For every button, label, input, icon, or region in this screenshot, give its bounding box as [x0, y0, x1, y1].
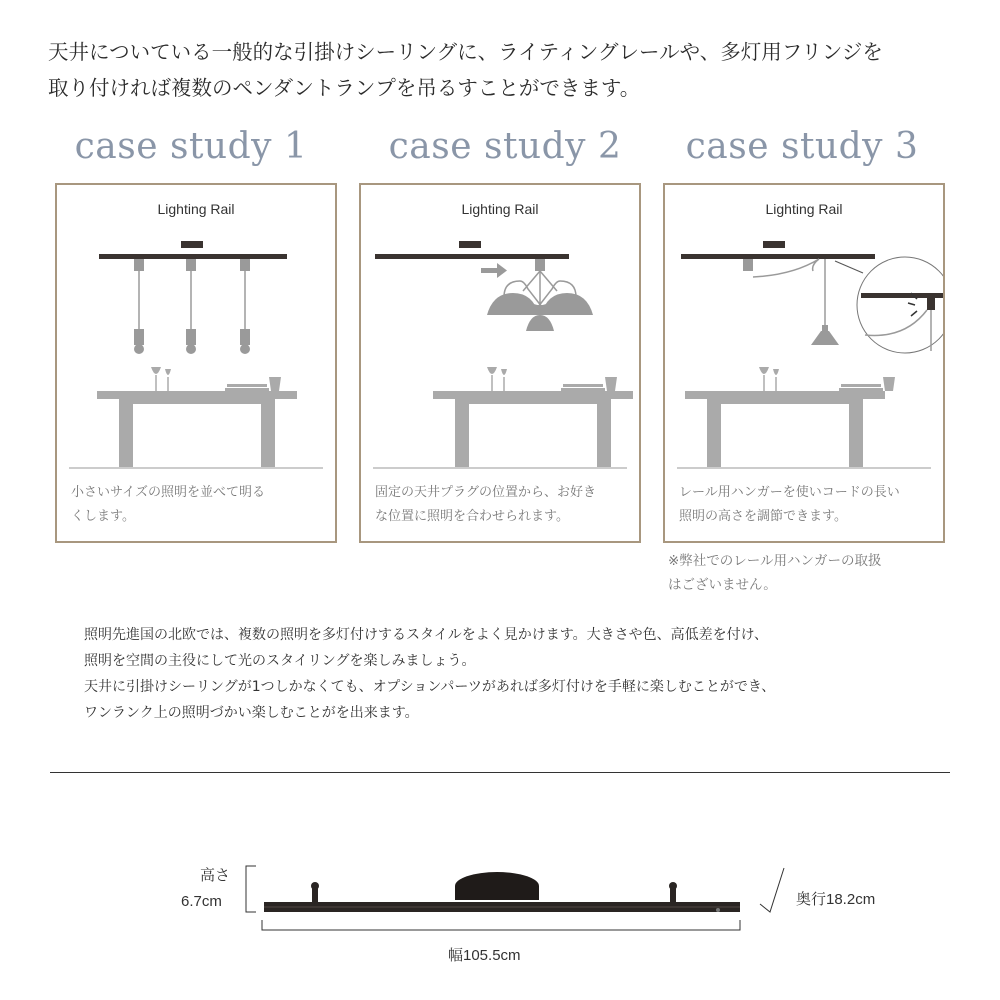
lighting-rail: [99, 254, 287, 259]
rail-hanger-lamp: [743, 259, 839, 345]
case-study-1-title: case study 1: [74, 126, 308, 167]
pendant-lamp-3: [240, 259, 250, 354]
case-study-2-caption: 固定の天井プラグの位置から、お好き な位置に照明を合わせられます。: [375, 485, 597, 524]
dining-table: [685, 367, 895, 467]
ceiling-canopy: [181, 241, 203, 248]
arrow-right-icon: [481, 263, 507, 278]
intro-line-2: 取り付ければ複数のペンダントランプを吊るすことができます。: [48, 76, 641, 100]
intro-text: [48, 34, 978, 106]
depth-mark: [760, 868, 784, 912]
dining-table: [433, 367, 633, 467]
body-line-3: 天井に引掛けシーリングが1つしかなくても、オプションパーツがあれば多灯付けを手軽に楽しむことができ、: [84, 679, 776, 695]
case-study-2-title: case study 2: [388, 126, 622, 167]
body-text: [84, 622, 964, 726]
lighting-rail: [375, 254, 569, 259]
height-value: 6.7cm: [181, 893, 222, 910]
dining-table: [97, 367, 297, 467]
ceiling-canopy: [459, 241, 481, 248]
case-study-2-label: Lighting Rail: [461, 201, 539, 217]
case-study-3-caption: レール用ハンガーを使いコードの長い 照明の高さを調節できます。: [679, 485, 900, 524]
case-study-3-panel: [663, 183, 945, 543]
lighting-rail-product: [264, 872, 740, 912]
height-bracket: [246, 866, 256, 912]
height-label: 高さ: [199, 867, 230, 884]
width-bracket: [262, 920, 740, 930]
hanger-note: ※弊社でのレール用ハンガーの取扱 はございません。: [668, 553, 882, 593]
intro-line-1: 天井についている一般的な引掛けシーリングに、ライティングレールや、多灯用フリンジを: [48, 40, 883, 64]
case-study-2-panel: [359, 183, 641, 543]
case-study-1-caption: 小さいサイズの照明を並べて明る くします。: [71, 485, 265, 524]
case-study-1-label: Lighting Rail: [157, 201, 235, 217]
body-line-4: ワンランク上の照明づかい楽しむことがを出来ます。: [84, 705, 419, 721]
case-study-3-title: case study 3: [685, 126, 919, 167]
body-line-1: 照明先進国の北欧では、複数の照明を多灯付けするスタイルをよく見かけます。大きさや色、高低差を付け、: [84, 627, 769, 643]
width-value: 幅105.5cm: [448, 947, 521, 964]
case-study-3-label: Lighting Rail: [765, 201, 843, 217]
zoom-pointer-line: [835, 261, 863, 273]
pendant-lamp-1: [134, 259, 144, 354]
ceiling-canopy: [763, 241, 785, 248]
section-divider: [50, 772, 950, 773]
lighting-rail: [681, 254, 875, 259]
pendant-lamp-2: [186, 259, 196, 354]
case-study-1-panel: [55, 183, 337, 543]
body-line-2: 照明を空間の主役にして光のスタイリングを楽しみましょう。: [84, 653, 476, 669]
zoom-callout: [857, 257, 943, 353]
depth-value: 奥行18.2cm: [796, 891, 876, 908]
